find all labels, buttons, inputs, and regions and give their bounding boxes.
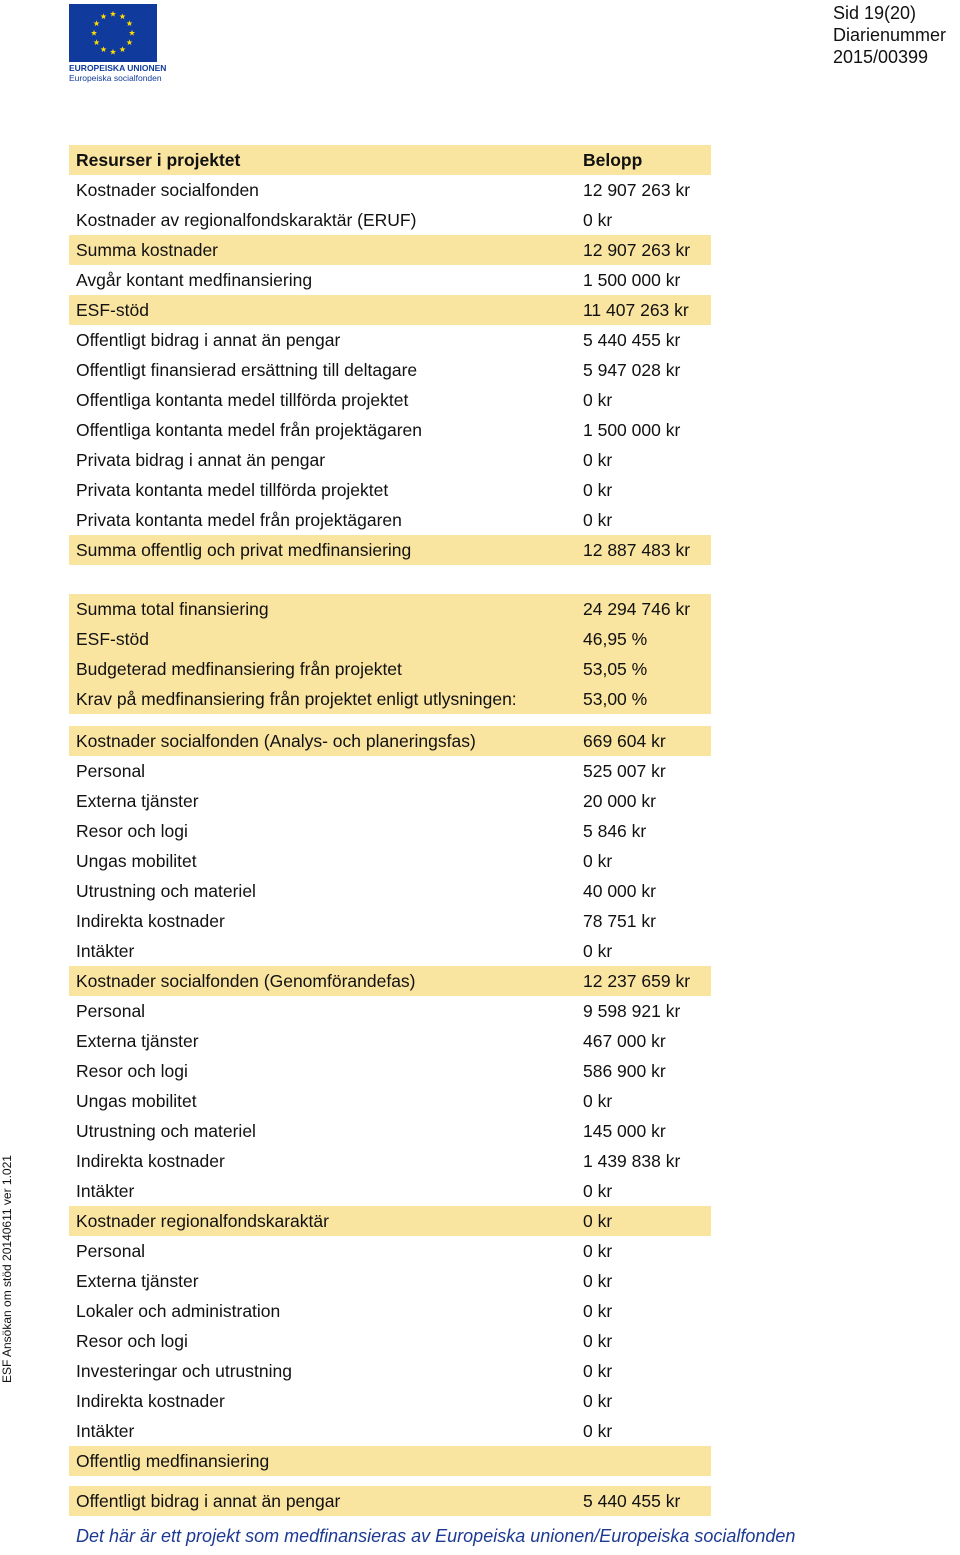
row-label: Offentliga kontanta medel från projektägaren xyxy=(76,419,423,440)
row-value: 12 887 483 kr xyxy=(583,540,711,561)
eu-star-icon xyxy=(110,11,116,17)
row-label: Externa tjänster xyxy=(76,790,199,811)
eu-star-icon xyxy=(119,46,125,52)
row-label: Kostnader av regionalfondskaraktär (ERUF) xyxy=(76,209,417,230)
table-row xyxy=(69,1056,711,1086)
row-value: 0 kr xyxy=(583,1180,613,1201)
table-row xyxy=(69,906,711,936)
table-row xyxy=(69,756,711,786)
row-label: Utrustning och materiel xyxy=(76,1120,256,1141)
row-value: 467 000 kr xyxy=(583,1030,666,1051)
eu-flag-icon xyxy=(69,4,157,62)
row-value: 586 900 kr xyxy=(583,1060,666,1081)
table-row xyxy=(69,535,711,565)
row-label: Privata kontanta medel från projektägaren xyxy=(76,509,402,530)
row-value: 5 947 028 kr xyxy=(583,359,681,380)
table-row xyxy=(69,876,711,906)
table-row xyxy=(69,265,711,295)
table-row xyxy=(69,996,711,1026)
table-row xyxy=(69,936,711,966)
table-row xyxy=(69,966,711,996)
row-label: Privata bidrag i annat än pengar xyxy=(76,449,326,470)
row-value: 12 907 263 kr xyxy=(583,240,711,261)
row-label: Externa tjänster xyxy=(76,1030,199,1051)
row-value: 11 407 263 kr xyxy=(583,300,711,321)
row-value: 20 000 kr xyxy=(583,790,656,811)
row-value: Belopp xyxy=(583,150,711,171)
table-row xyxy=(69,1356,711,1386)
table-row xyxy=(69,594,711,624)
table-row xyxy=(69,1486,711,1516)
row-value: 0 kr xyxy=(583,509,613,530)
row-label: Kostnader socialfonden (Analys- och planeringsfas) xyxy=(69,731,583,752)
row-value: 9 598 921 kr xyxy=(583,1000,681,1021)
side-version-text: ESF Ansökan om stöd 20140611 ver 1.021 xyxy=(0,1155,14,1383)
row-value: 40 000 kr xyxy=(583,880,656,901)
row-label: Kostnader socialfonden xyxy=(76,179,259,200)
logo-line1: EUROPEISKA UNIONEN xyxy=(69,63,167,73)
table-row xyxy=(69,1026,711,1056)
cost-breakdown-table xyxy=(69,726,711,1476)
eu-star-icon xyxy=(94,20,100,26)
table-row xyxy=(69,786,711,816)
row-value: 0 kr xyxy=(583,1240,613,1261)
row-value: 0 kr xyxy=(583,479,613,500)
table-row xyxy=(69,1296,711,1326)
row-label: Summa kostnader xyxy=(69,240,583,261)
row-label: Intäkter xyxy=(76,1420,135,1441)
row-label: Intäkter xyxy=(76,1180,135,1201)
row-value: 145 000 kr xyxy=(583,1120,666,1141)
row-value: 5 440 455 kr xyxy=(583,329,681,350)
row-value: 0 kr xyxy=(583,1090,613,1111)
row-value: 1 500 000 kr xyxy=(583,419,681,440)
row-label: Utrustning och materiel xyxy=(76,880,256,901)
page-header xyxy=(833,2,946,68)
table-row xyxy=(69,816,711,846)
row-label: Offentligt finansierad ersättning till deltagare xyxy=(76,359,418,380)
row-value: 46,95 % xyxy=(583,629,711,650)
table-row xyxy=(69,445,711,475)
public-cofinancing-table xyxy=(69,1486,711,1516)
table-row xyxy=(69,145,711,175)
row-label: Avgår kontant medfinansiering xyxy=(76,269,313,290)
row-label: Summa total finansiering xyxy=(69,599,583,620)
row-label: Investeringar och utrustning xyxy=(76,1360,292,1381)
resources-table xyxy=(69,145,711,565)
table-row xyxy=(69,846,711,876)
row-label: Kostnader socialfonden (Genomförandefas) xyxy=(69,971,583,992)
eu-star-icon xyxy=(100,46,106,52)
financing-summary-table xyxy=(69,594,711,714)
row-value: 0 kr xyxy=(583,389,613,410)
row-label: Privata kontanta medel tillförda projektet xyxy=(76,479,389,500)
table-row xyxy=(69,355,711,385)
row-value: 0 kr xyxy=(583,1211,711,1232)
table-row xyxy=(69,684,711,714)
row-label: Resor och logi xyxy=(76,1060,188,1081)
table-row xyxy=(69,1446,711,1476)
eu-star-icon xyxy=(91,30,97,36)
row-value: 0 kr xyxy=(583,1420,613,1441)
table-row xyxy=(69,1146,711,1176)
row-label: Krav på medfinansiering från projektet enligt utlysningen: xyxy=(69,689,583,710)
eu-star-icon xyxy=(119,13,125,19)
row-value: 0 kr xyxy=(583,1300,613,1321)
row-value: 53,05 % xyxy=(583,659,711,680)
row-label: Resurser i projektet xyxy=(69,150,583,171)
row-value: 0 kr xyxy=(583,1360,613,1381)
row-value: 669 604 kr xyxy=(583,731,711,752)
table-row xyxy=(69,1176,711,1206)
row-value: 1 500 000 kr xyxy=(583,269,681,290)
eu-star-icon xyxy=(100,13,106,19)
row-value: 0 kr xyxy=(583,940,613,961)
table-row xyxy=(69,235,711,265)
row-value: 5 440 455 kr xyxy=(583,1491,711,1512)
row-label: Resor och logi xyxy=(76,820,188,841)
table-row xyxy=(69,654,711,684)
row-label: Ungas mobilitet xyxy=(76,850,197,871)
row-value: 78 751 kr xyxy=(583,910,656,931)
table-row xyxy=(69,1326,711,1356)
diarie-number: 2015/00399 xyxy=(832,47,929,67)
table-row xyxy=(69,1116,711,1146)
eu-star-icon xyxy=(94,39,100,45)
logo-line2: Europeiska socialfonden xyxy=(69,73,162,83)
row-label: Indirekta kostnader xyxy=(76,1390,225,1411)
table-row xyxy=(69,624,711,654)
eu-star-icon xyxy=(129,30,135,36)
row-value: 525 007 kr xyxy=(583,760,666,781)
eu-star-icon xyxy=(110,49,116,55)
eu-star-icon xyxy=(126,39,132,45)
row-label: Personal xyxy=(76,760,146,781)
table-row xyxy=(69,505,711,535)
row-value: 53,00 % xyxy=(583,689,711,710)
row-value: 0 kr xyxy=(583,449,613,470)
row-label: ESF-stöd xyxy=(69,300,583,321)
row-label: Indirekta kostnader xyxy=(76,1150,225,1171)
row-value: 0 kr xyxy=(583,1270,613,1291)
row-label: Offentlig medfinansiering xyxy=(69,1451,583,1472)
row-value: 5 846 kr xyxy=(583,820,647,841)
row-value: 0 kr xyxy=(583,850,613,871)
eu-logo xyxy=(69,4,167,83)
row-value: 24 294 746 kr xyxy=(583,599,711,620)
row-label: Indirekta kostnader xyxy=(76,910,225,931)
row-label: Offentliga kontanta medel tillförda projektet xyxy=(76,389,409,410)
row-label: Personal xyxy=(76,1240,146,1261)
table-row xyxy=(69,1416,711,1446)
row-label: Intäkter xyxy=(76,940,135,961)
row-label: Ungas mobilitet xyxy=(76,1090,197,1111)
row-label: Externa tjänster xyxy=(76,1270,199,1291)
row-label: Budgeterad medfinansiering från projektet xyxy=(69,659,583,680)
table-row xyxy=(69,1086,711,1116)
row-value: 0 kr xyxy=(583,1390,613,1411)
row-value: 0 kr xyxy=(583,1330,613,1351)
row-label: Offentligt bidrag i annat än pengar xyxy=(76,329,341,350)
table-row xyxy=(69,1236,711,1266)
table-row xyxy=(69,1206,711,1236)
row-label: Kostnader regionalfondskaraktär xyxy=(69,1211,583,1232)
row-label: Personal xyxy=(76,1000,146,1021)
page-number: Sid 19(20) xyxy=(832,3,917,23)
footer-text: Det här är ett projekt som medfinansieras av Europeiska unionen/Europeiska socialfonden xyxy=(76,1526,796,1546)
table-row xyxy=(69,175,711,205)
row-value: 12 907 263 kr xyxy=(583,179,691,200)
eu-star-icon xyxy=(126,20,132,26)
row-label: Resor och logi xyxy=(76,1330,188,1351)
table-row xyxy=(69,415,711,445)
table-row xyxy=(69,325,711,355)
table-row xyxy=(69,205,711,235)
table-row xyxy=(69,385,711,415)
table-row xyxy=(69,1386,711,1416)
row-value: 1 439 838 kr xyxy=(583,1150,681,1171)
row-value: 0 kr xyxy=(583,209,613,230)
table-row xyxy=(69,1266,711,1296)
row-value: 12 237 659 kr xyxy=(583,971,711,992)
row-label: ESF-stöd xyxy=(69,629,583,650)
diarie-label: Diarienummer xyxy=(832,25,946,45)
table-row xyxy=(69,295,711,325)
table-row xyxy=(69,475,711,505)
row-label: Offentligt bidrag i annat än pengar xyxy=(69,1491,583,1512)
row-label: Lokaler och administration xyxy=(76,1300,281,1321)
row-label: Summa offentlig och privat medfinansiering xyxy=(69,540,583,561)
table-row xyxy=(69,726,711,756)
